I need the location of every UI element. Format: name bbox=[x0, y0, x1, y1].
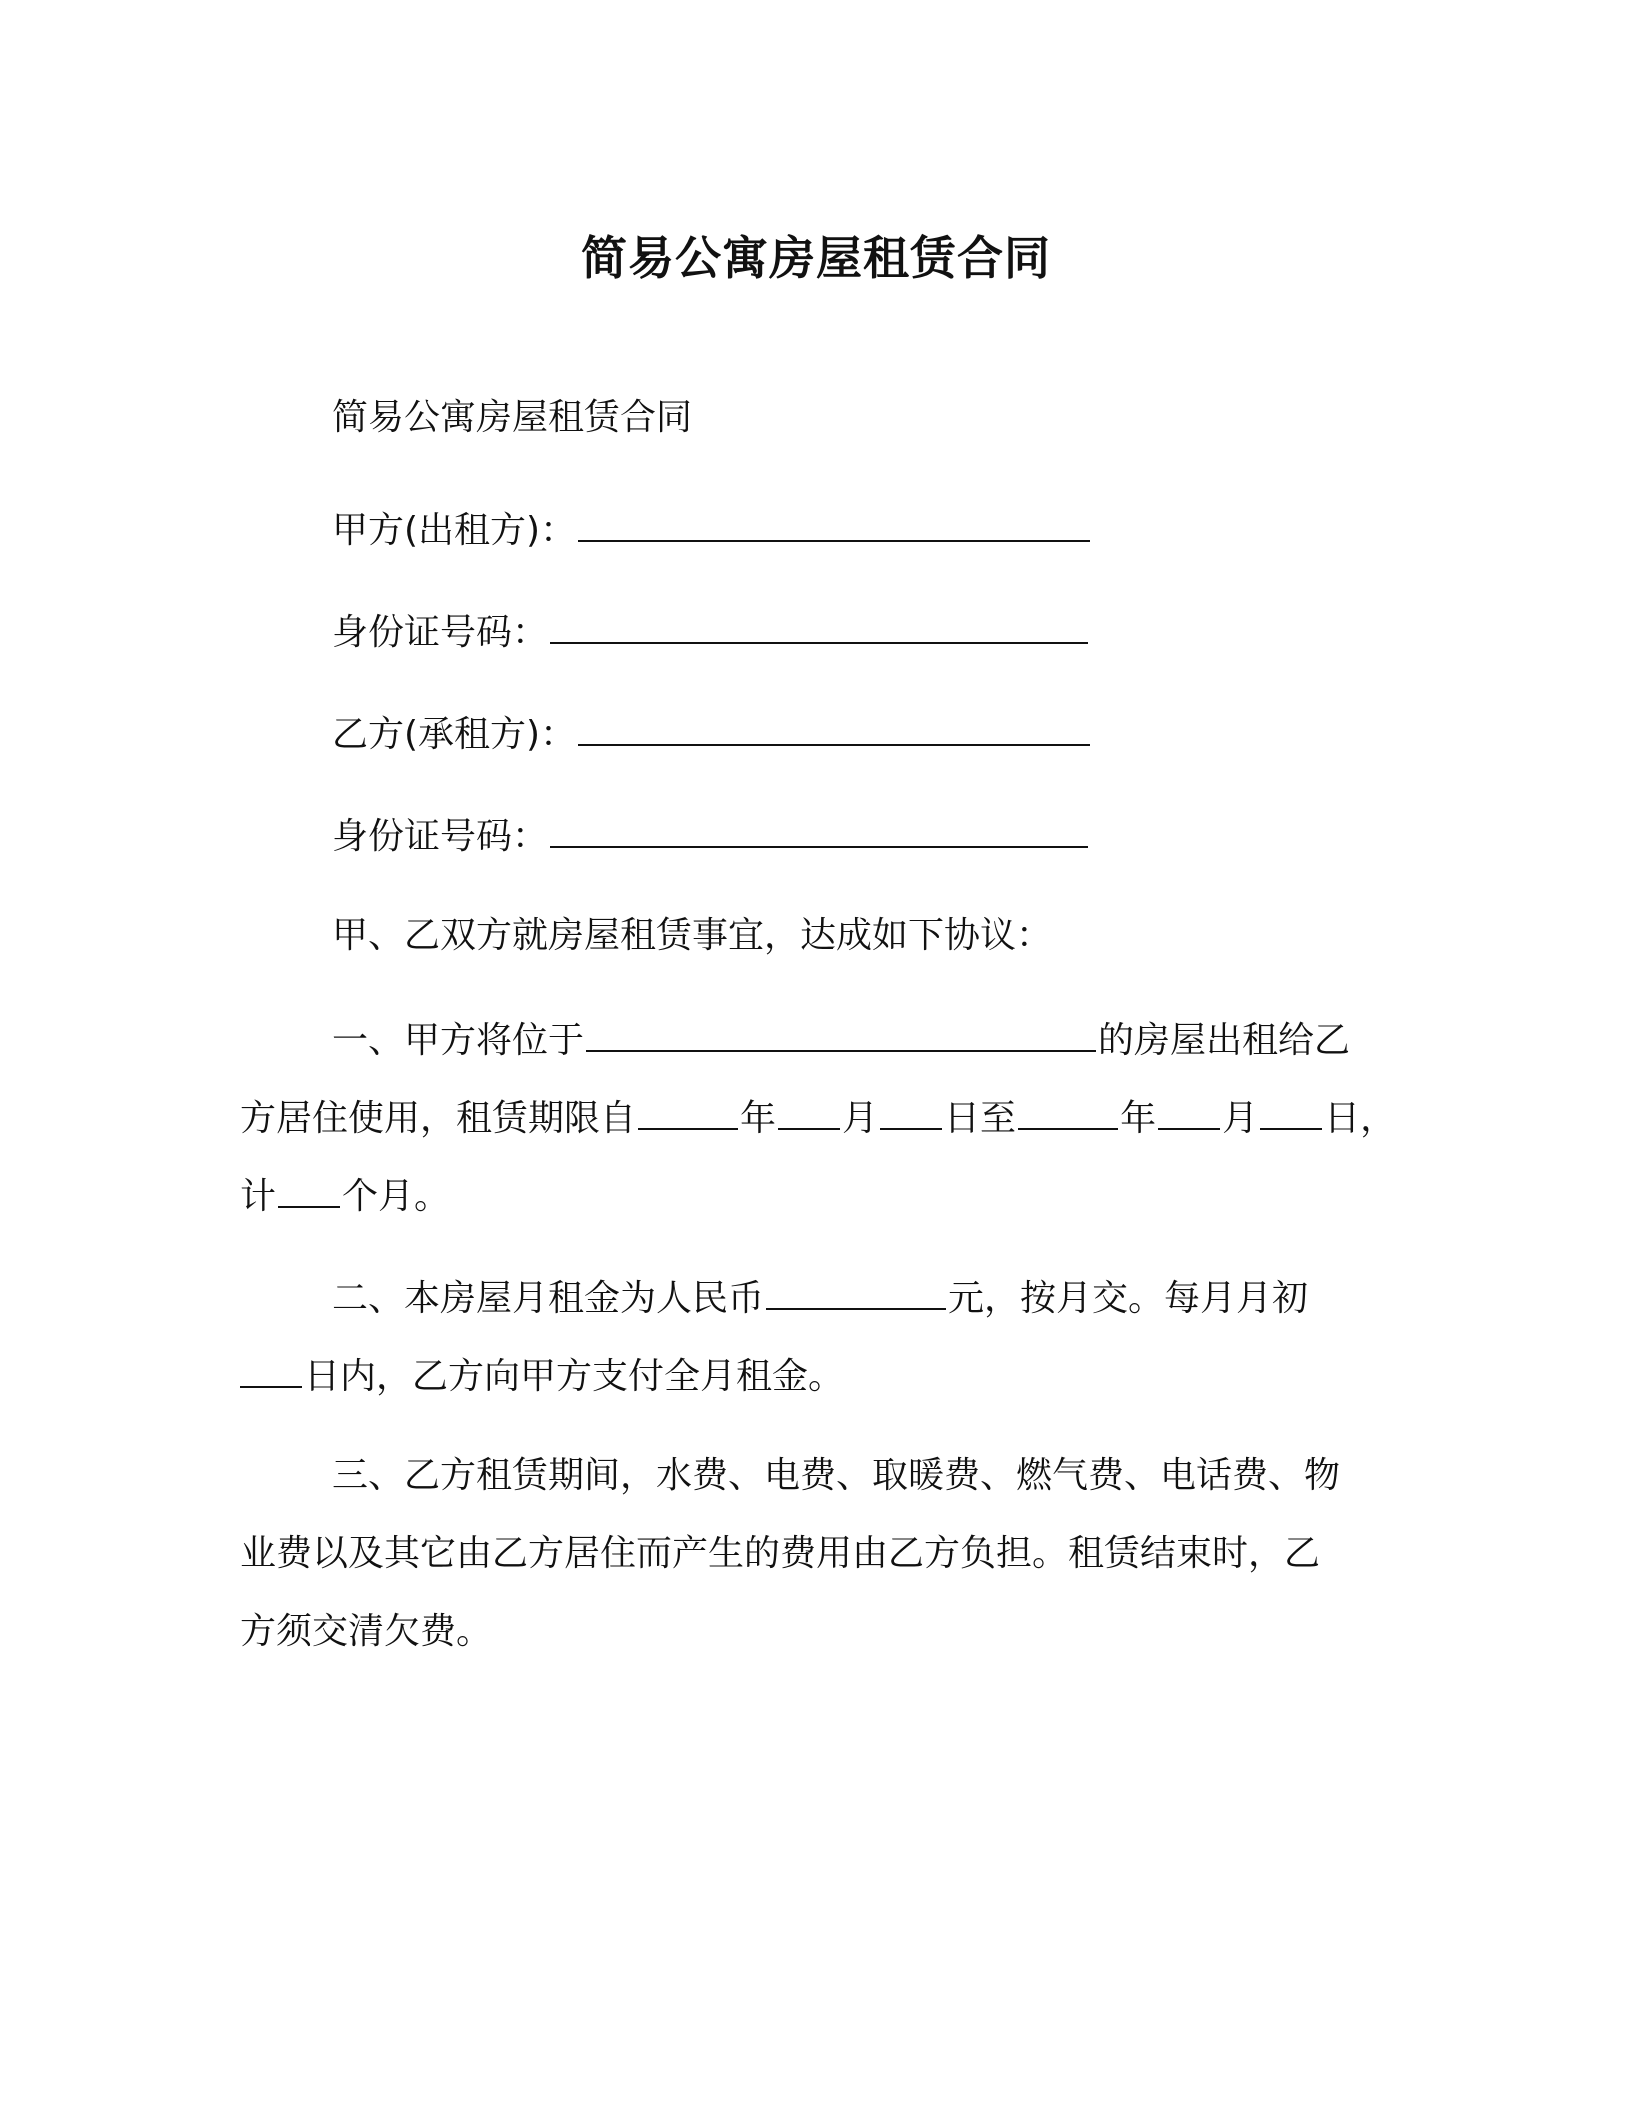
month-label-1: 月 bbox=[842, 1098, 879, 1139]
clause3-line3: 方须交清欠费。 bbox=[240, 1611, 493, 1652]
months-count-blank[interactable] bbox=[278, 1176, 340, 1208]
agreement-intro: 甲、乙双方就房屋租赁事宜，达成如下协议： bbox=[332, 915, 1053, 956]
party-a-blank[interactable] bbox=[578, 510, 1090, 542]
id-a-label: 身份证号码： bbox=[332, 612, 549, 653]
party-a-label: 甲方(出租方)： bbox=[332, 510, 577, 551]
party-b-label: 乙方(承租方)： bbox=[332, 714, 577, 755]
end-year-blank[interactable] bbox=[1018, 1098, 1118, 1130]
year-label-1: 年 bbox=[740, 1098, 777, 1139]
day-label-2: 日， bbox=[1324, 1098, 1397, 1139]
party-a-line bbox=[332, 510, 1092, 549]
month-label-2: 月 bbox=[1222, 1098, 1259, 1139]
clause2-line1 bbox=[332, 1278, 1308, 1317]
clause1-text-b: 的房屋出租给乙 bbox=[1098, 1020, 1351, 1061]
day-to-label: 日至 bbox=[944, 1098, 1017, 1139]
clause2-text-b: 元，按月交。每月月初 bbox=[948, 1278, 1309, 1319]
start-month-blank[interactable] bbox=[778, 1098, 840, 1130]
address-blank[interactable] bbox=[586, 1020, 1096, 1052]
clause1-text-a: 一、甲方将位于 bbox=[332, 1020, 585, 1061]
clause2-line2 bbox=[240, 1356, 844, 1395]
document-subtitle: 简易公寓房屋租赁合同 bbox=[332, 397, 693, 438]
id-b-blank[interactable] bbox=[550, 816, 1088, 848]
clause1-text-d: 计 bbox=[240, 1176, 277, 1217]
clause1-text-c: 方居住使用，租赁期限自 bbox=[240, 1098, 637, 1139]
document-title: 简易公寓房屋租赁合同 bbox=[581, 231, 1051, 285]
end-day-blank[interactable] bbox=[1260, 1098, 1322, 1130]
clause2-text-a: 二、本房屋月租金为人民币 bbox=[332, 1278, 765, 1319]
id-a-line bbox=[332, 612, 1090, 651]
id-b-line bbox=[332, 816, 1090, 855]
clause3-line2: 业费以及其它由乙方居住而产生的费用由乙方负担。租赁结束时，乙 bbox=[240, 1533, 1321, 1574]
year-label-2: 年 bbox=[1120, 1098, 1157, 1139]
payment-day-blank[interactable] bbox=[240, 1356, 302, 1388]
start-day-blank[interactable] bbox=[880, 1098, 942, 1130]
party-b-line bbox=[332, 714, 1092, 753]
clause1-line3 bbox=[240, 1176, 450, 1215]
clause2-text-c: 日内，乙方向甲方支付全月租金。 bbox=[304, 1356, 845, 1397]
id-b-label: 身份证号码： bbox=[332, 816, 549, 857]
id-a-blank[interactable] bbox=[550, 612, 1088, 644]
end-month-blank[interactable] bbox=[1158, 1098, 1220, 1130]
clause1-line1 bbox=[332, 1020, 1350, 1059]
start-year-blank[interactable] bbox=[638, 1098, 738, 1130]
party-b-blank[interactable] bbox=[578, 714, 1090, 746]
rent-amount-blank[interactable] bbox=[766, 1278, 946, 1310]
clause1-line2 bbox=[240, 1098, 1396, 1137]
clause3-line1: 三、乙方租赁期间，水费、电费、取暖费、燃气费、电话费、物 bbox=[332, 1455, 1341, 1496]
clause1-text-e: 个月。 bbox=[342, 1176, 451, 1217]
